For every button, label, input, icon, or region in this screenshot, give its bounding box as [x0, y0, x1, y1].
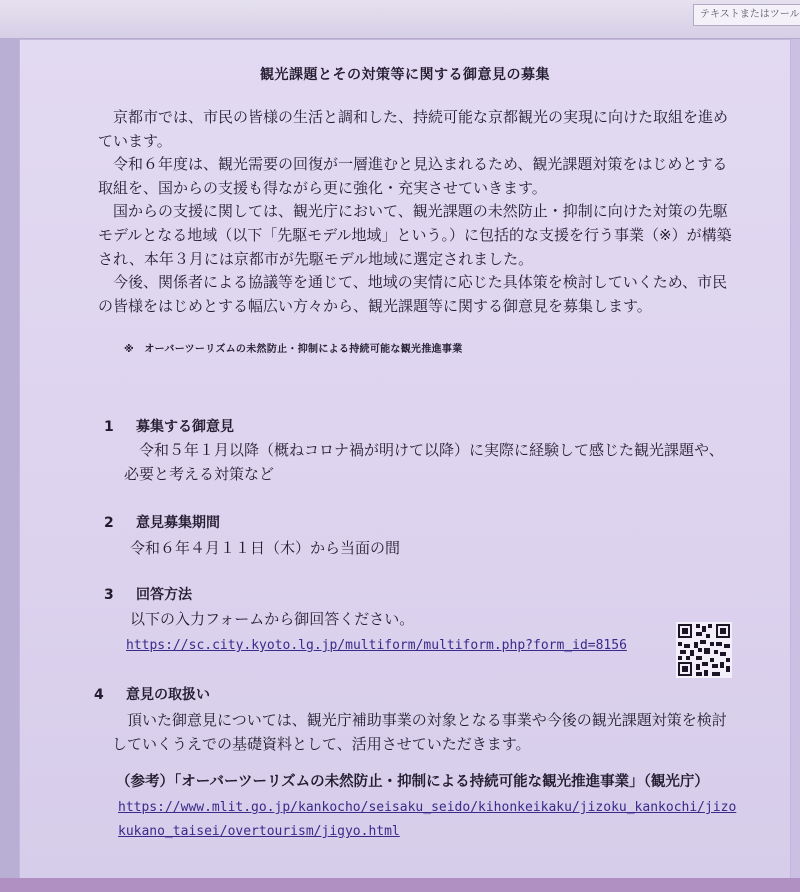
document-title: 観光課題とその対策等に関する御意見の募集	[260, 67, 550, 83]
section-title: 募集する御意見	[136, 419, 234, 435]
section-1-body: 令和５年１月以降（概ねコロナ禍が明けて以降）に実際に経験して感じた観光課題や、必要と考える対策など	[124, 441, 724, 483]
section-title: 意見募集期間	[136, 515, 220, 531]
reference-label: （参考）「オーバーツーリズムの未然防止・抑制による持続可能な観光推進事業」（観光庁）	[116, 774, 709, 790]
section-number: 1	[104, 419, 114, 435]
intro-paragraph: 今後、関係者による協議等を通じて、地域の実情に応じた具体策を検討していくため、市民の皆様をはじめとする幅広い方々から、観光課題等に関する御意見を募集します。	[98, 273, 728, 315]
intro-text	[98, 106, 733, 318]
form-link[interactable]: https://sc.city.kyoto.lg.jp/multiform/multiform.php?form_id=8156	[126, 638, 627, 653]
section-number: 4	[94, 687, 104, 703]
qr-code-icon	[676, 622, 732, 678]
footnote: ※ オーバーツーリズムの未然防止・抑制による持続可能な観光推進事業	[124, 344, 463, 355]
section-3-heading	[104, 584, 192, 604]
bottom-edge	[0, 878, 800, 892]
section-4-heading	[94, 684, 210, 704]
section-title: 回答方法	[136, 587, 192, 603]
intro-paragraph: 京都市では、市民の皆様の生活と調和した、持続可能な京都観光の実現に向けた取組を進めています。	[98, 108, 729, 150]
section-number: 3	[104, 587, 114, 603]
left-gutter	[0, 38, 20, 892]
reference-link[interactable]: https://www.mlit.go.jp/kankocho/seisaku_seido/kihonkeikaku/jizoku_kankochi/jizokukano_taisei/overtourism/jigyo.html	[118, 800, 737, 839]
section-2-body: 令和６年４月１１日（木）から当面の間	[130, 539, 401, 557]
section-2-heading	[104, 512, 220, 532]
qr-code-graphic	[676, 622, 732, 678]
section-4-body: 頂いた御意見については、観光庁補助事業の対象となる事業や今後の観光課題対策を検討していくうえでの基礎資料として、活用させていただきます。	[112, 711, 727, 753]
section-3-body: 以下の入力フォームから御回答ください。	[130, 610, 415, 628]
section-number: 2	[104, 515, 114, 531]
intro-paragraph: 令和６年度は、観光需要の回復が一層進むと見込まれるため、観光課題対策をはじめとする取組を、国からの支援も得ながら更に強化・充実させていきます。	[98, 155, 728, 197]
intro-paragraph: 国からの支援に関しては、観光庁において、観光課題の未然防止・抑制に向けた対策の先駆モデルとなる地域（以下「先駆モデル地域」という。）に包括的な支援を行う事業（※）が構築され、本年３月には京都市が先駆モデル地域に選定されました。	[98, 202, 732, 268]
section-title: 意見の取扱い	[126, 687, 210, 703]
browser-toolbar	[0, 0, 800, 39]
section-1-heading	[104, 416, 234, 436]
document-page	[20, 40, 790, 878]
search-input[interactable]: テキストまたはツール	[693, 4, 800, 26]
